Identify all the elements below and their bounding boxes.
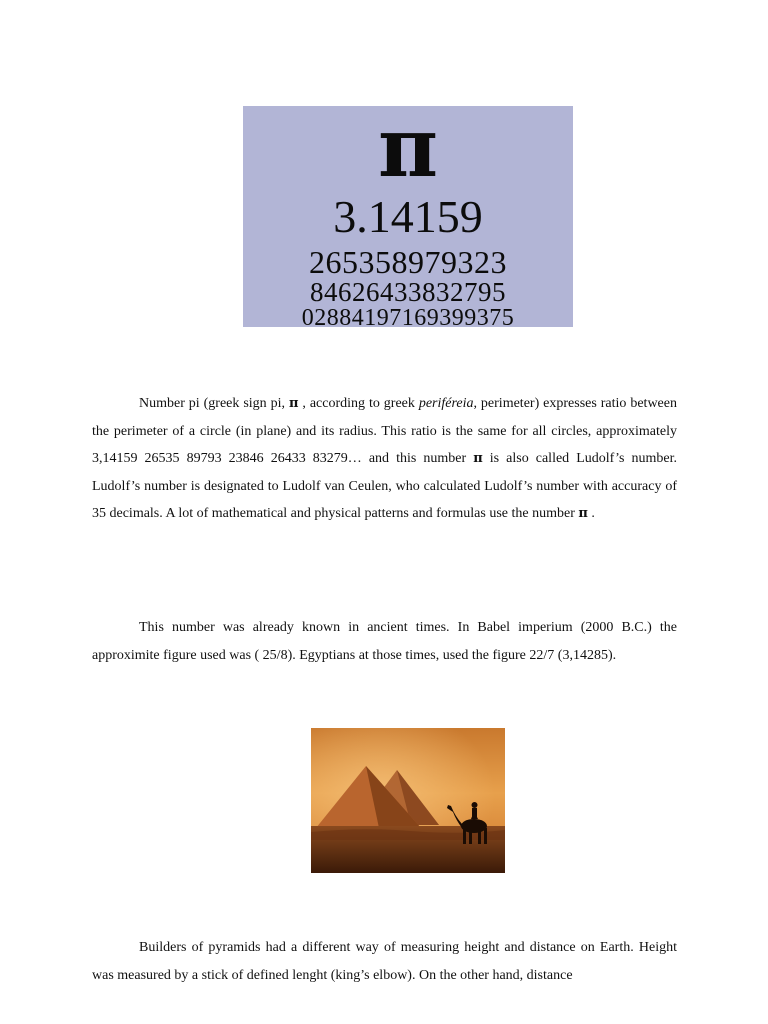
- paragraph-text: .: [587, 506, 595, 521]
- pi-digits-line-4: 0288419716939937​5: [301, 305, 515, 327]
- paragraph-pyramid-builders: [92, 934, 677, 989]
- paragraph-ancient-times: [92, 614, 677, 669]
- paragraph-text: Builders of pyramids had a different way of measuring height and distance on Earth. Height was measured by a stick of defined lenght (king’s elbow). On the other hand, distance: [92, 940, 677, 983]
- italic-term: periféreia: [418, 396, 474, 411]
- pi-sign: π: [473, 451, 483, 466]
- pi-sign: π: [578, 506, 588, 521]
- paragraph-text: This number was already known in ancient times. In Babel imperium (2000 B.C.) the approximite figure used was ( 25/8). Egyptians at those times, used the figure 22/7 (3,14285).: [92, 620, 677, 663]
- pi-digits-line-1: 3.14159: [333, 191, 483, 242]
- pi-digits-line-2: 265358979323: [309, 244, 507, 280]
- pi-sign: π: [288, 396, 299, 411]
- paragraph-pi-definition: [92, 390, 677, 528]
- paragraph-text: , perimeter) expresses ratio between the perimeter of a circle (in plane) and its radius. This ratio is the same for all circles, approximately 3,14159 26535 89793 23846 26433 83279… and this number: [92, 396, 677, 466]
- pi-digits-image: [243, 106, 573, 327]
- pi-digits-line-3: 84626433832795: [310, 277, 506, 307]
- paragraph-text: Number pi (greek sign pi,: [139, 396, 289, 411]
- pi-symbol: π: [377, 106, 439, 196]
- paragraph-text: is also called Ludolf’s number. Ludolf’s number is designated to Ludolf van Ceulen, who calculated Ludolf’s number with accuracy of 35 decimals. A lot of mathematical and physical patterns and formulas use the number: [92, 451, 677, 521]
- pyramids-image: [311, 728, 505, 873]
- paragraph-text: , according to greek: [298, 396, 419, 411]
